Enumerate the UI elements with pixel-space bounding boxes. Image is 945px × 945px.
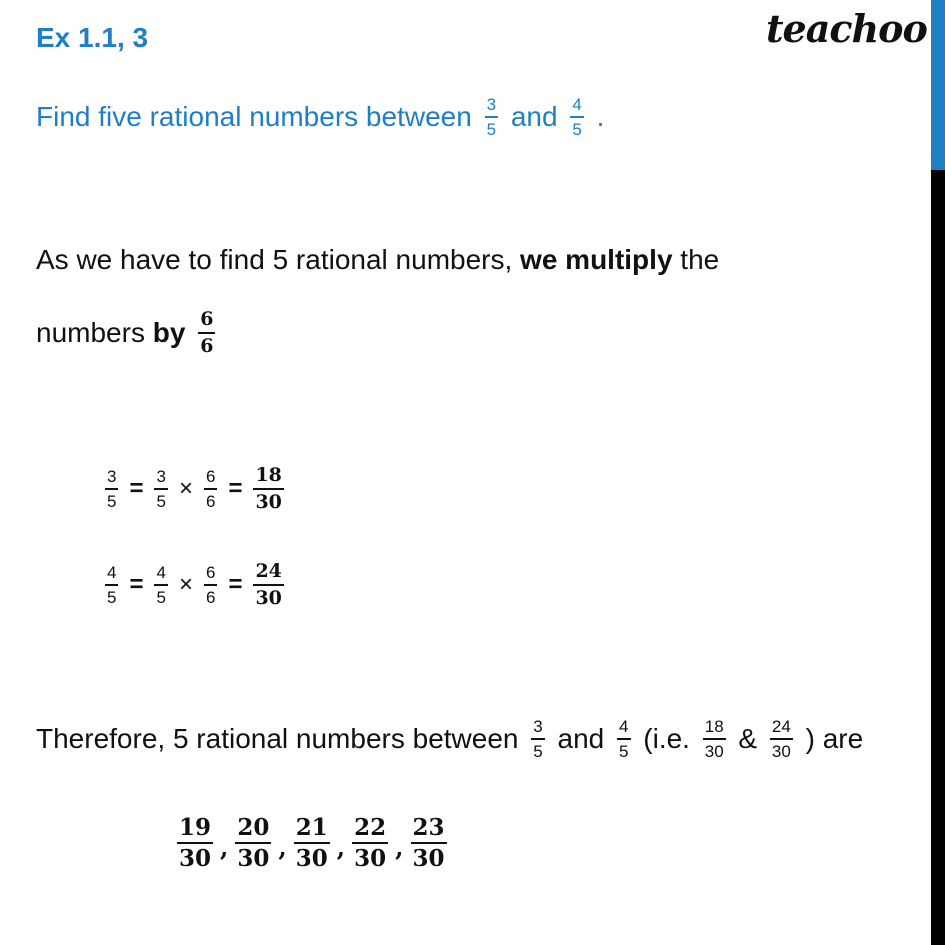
eq2-result: $\frac{24}{30}$ <box>255 560 282 609</box>
times-sign: × <box>178 570 193 598</box>
line2-pre: numbers <box>36 316 153 348</box>
line1-bold: we multiply <box>520 244 673 275</box>
answers <box>172 816 452 870</box>
conclusion-fraction-3-5: $\frac{3}{5}$ <box>533 717 543 761</box>
equals-sign: = <box>129 474 144 502</box>
question-text: Find five rational numbers between <box>36 100 480 132</box>
answer-fraction: $\frac{21}{30}$ <box>295 814 328 872</box>
conclusion-fraction-18-30: $\frac{18}{30}$ <box>704 717 724 761</box>
conclusion-ie: (i.e. <box>635 722 698 754</box>
line2-bold: by <box>152 316 194 348</box>
line1-pre: As we have to find 5 rational numbers, <box>36 244 521 275</box>
fraction-3-5: $\frac{3}{5}$ <box>486 95 497 139</box>
answer-separator: , <box>395 832 404 862</box>
eq2-b: $\frac{6}{6}$ <box>205 563 216 607</box>
exercise-title: Ex 1.1, 3 <box>36 22 149 53</box>
eq1-result: $\frac{18}{30}$ <box>255 464 282 513</box>
conclusion-pre: Therefore, 5 rational numbers between <box>36 722 527 754</box>
equation-2 <box>100 562 289 608</box>
equals-sign: = <box>228 570 243 598</box>
times-sign: × <box>178 474 193 502</box>
question <box>36 96 604 138</box>
eq2-lhs: $\frac{4}{5}$ <box>107 563 117 607</box>
equals-sign: = <box>228 474 243 502</box>
answer-fraction: $\frac{22}{30}$ <box>354 814 387 872</box>
conclusion-fraction-4-5: $\frac{4}{5}$ <box>619 717 629 761</box>
scrollbar[interactable] <box>931 0 945 945</box>
eq1-lhs: $\frac{3}{5}$ <box>107 467 117 511</box>
question-and: and <box>503 100 566 132</box>
conclusion-post: ) are <box>797 722 864 754</box>
answer-separator: , <box>220 832 229 862</box>
eq1-b: $\frac{6}{6}$ <box>205 467 216 511</box>
line1-post: the <box>672 244 720 275</box>
fraction-4-5: $\frac{4}{5}$ <box>572 95 582 139</box>
equals-sign: = <box>129 570 144 598</box>
conclusion <box>36 718 863 760</box>
question-end: . <box>588 100 605 132</box>
conclusion-amp: & <box>730 722 765 754</box>
eq1-a: $\frac{3}{5}$ <box>156 467 166 511</box>
conclusion-fraction-24-30: $\frac{24}{30}$ <box>771 717 791 761</box>
answer-separator: , <box>278 832 287 862</box>
answer-fraction: $\frac{20}{30}$ <box>237 814 270 872</box>
explanation-line-2 <box>36 310 220 356</box>
scroll-thumb[interactable] <box>931 0 945 170</box>
teachoo-logo: teachoo <box>766 6 927 51</box>
eq2-a: $\frac{4}{5}$ <box>156 563 166 607</box>
equation-1 <box>100 466 289 512</box>
explanation-line-1 <box>36 244 719 276</box>
conclusion-and: and <box>549 722 613 754</box>
fraction-6-6: $\frac{6}{6}$ <box>200 308 214 357</box>
answer-fraction: $\frac{23}{30}$ <box>412 814 445 872</box>
answer-fraction: $\frac{19}{30}$ <box>179 814 212 872</box>
answer-separator: , <box>336 832 346 862</box>
